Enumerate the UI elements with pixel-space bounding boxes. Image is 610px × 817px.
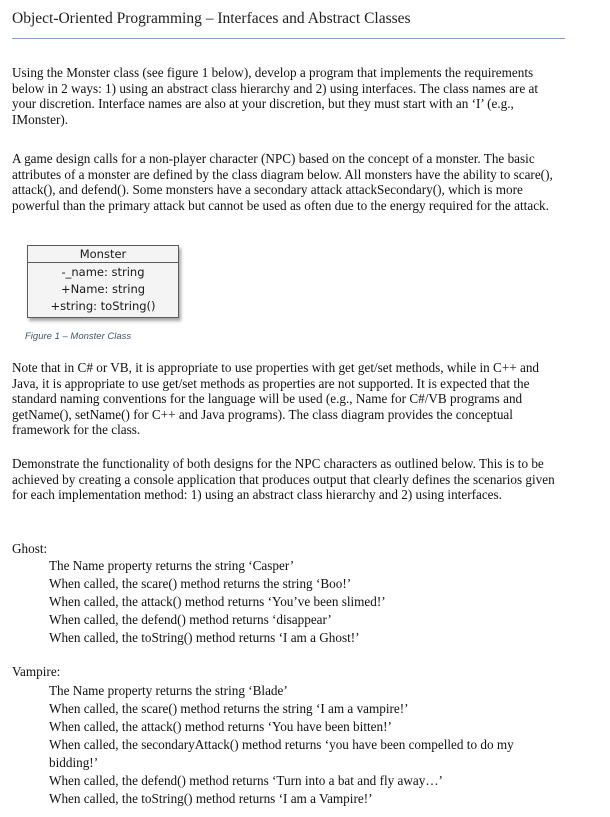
- document-title: Object-Oriented Programming – Interfaces and Abstract Classes: [12, 10, 411, 27]
- vampire-heading: Vampire:: [12, 664, 61, 679]
- list-item: The Name property returns the string ‘Casper’: [49, 558, 295, 573]
- list-item: When called, the toString() method returns ‘I am a Vampire!’: [49, 791, 373, 806]
- list-item: The Name property returns the string ‘Blade’: [49, 683, 288, 698]
- list-item: When called, the defend() method returns ‘Turn into a bat and fly away…’: [49, 773, 443, 788]
- list-item: When called, the scare() method returns the string ‘I am a vampire!’: [49, 701, 409, 716]
- title-underline: [12, 38, 565, 39]
- class-name: Monster: [28, 246, 178, 263]
- vampire-requirements: [49, 682, 557, 808]
- name-property: +Name: string: [60, 282, 146, 296]
- list-item: When called, the attack() method returns ‘You have been bitten!’: [49, 719, 392, 734]
- tostring-method: +string: toString(): [50, 299, 156, 313]
- ghost-requirements: [49, 557, 557, 647]
- game-design-paragraph: A game design calls for a non-player character (NPC) based on the concept of a monster. The basic attributes of a monster are defined by the class diagram below. All monsters have the ability to scare(), attack(), and defend(). Some monsters have a secondary attack attackSecondary(), which is more powerful than the primary attack but cannot be used as often due to the energy required for the attack.: [12, 151, 553, 213]
- list-item: When called, the defend() method returns ‘disappear’: [49, 612, 332, 627]
- list-item: When called, the scare() method returns the string ‘Boo!’: [49, 576, 352, 591]
- language-conventions-paragraph: Note that in C# or VB, it is appropriate to use properties with get get/set methods, while in C++ and Java, it is appropriate to use get/set methods as properties are not supported. It is expected that the standard naming conventions for the language will be used (e.g., Name for C#/VB programs and getName(), setName() for C++ and Java programs). The class diagram provides the conceptual framework for the class.: [12, 360, 540, 438]
- list-item: When called, the attack() method returns ‘You’ve been slimed!’: [49, 594, 386, 609]
- list-item: When called, the secondaryAttack() method returns ‘you have been compelled to do my bidding!’: [49, 737, 514, 770]
- demonstration-paragraph: Demonstrate the functionality of both designs for the NPC characters as outlined below. This is to be achieved by creating a console application that produces output that clearly defines the scenarios given for each implementation method: 1) using an abstract class hierarchy and 2) using interfaces.: [12, 456, 555, 503]
- figure-caption: Figure 1 – Monster Class: [25, 331, 132, 342]
- intro-paragraph: Using the Monster class (see figure 1 below), develop a program that implements the requirements below in 2 ways: 1) using an abstract class hierarchy and 2) using interfaces. The class names are at your discretion. Interface names are also at your discretion, but they must start with an ‘I’ (e.g., IMonster).: [12, 65, 538, 127]
- list-item: When called, the toString() method returns ‘I am a Ghost!’: [49, 630, 360, 645]
- private-name-field: -_name: string: [61, 265, 145, 279]
- class-members: [28, 263, 178, 317]
- ghost-heading: Ghost:: [12, 541, 48, 556]
- monster-class-diagram: [27, 245, 179, 318]
